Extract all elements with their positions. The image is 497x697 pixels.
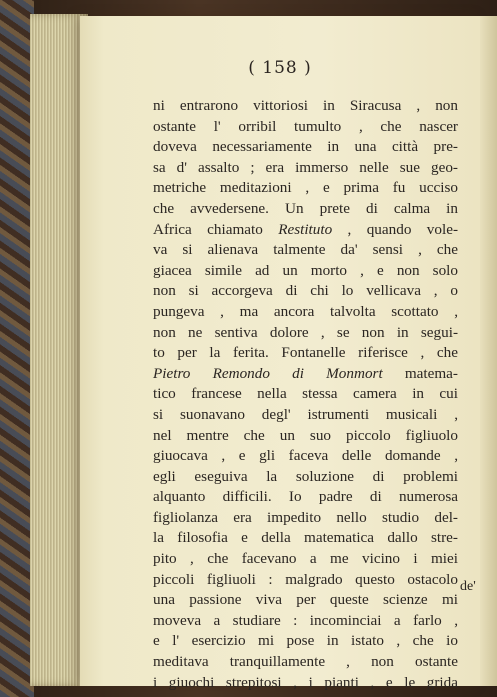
text-line: moveva a studiare : incominciai a farlo , bbox=[153, 611, 458, 629]
text-line: nel mentre che un suo piccolo figliuolo bbox=[153, 426, 458, 444]
text-line: una passione viva per queste scienze mi bbox=[153, 591, 458, 609]
text-line: pungeva , ma ancora talvolta scottato , bbox=[153, 302, 458, 320]
text-segment: , quando vole- bbox=[332, 220, 458, 238]
text-line: tico francese nella stessa camera in cui bbox=[153, 385, 458, 403]
body-text bbox=[153, 96, 458, 693]
text-line: giacea simile ad un morto , e non solo bbox=[153, 261, 458, 279]
marbled-cover bbox=[0, 0, 34, 697]
page-number: ( 158 ) bbox=[248, 58, 312, 78]
text-line: non si accorgeva di chi lo vellicava , o bbox=[153, 282, 458, 300]
text-line: egli eseguiva la soluzione di problemi bbox=[153, 467, 458, 485]
text-line: figliolanza era impedito nello studio del- bbox=[153, 508, 458, 526]
text-line: che avvedersene. Un prete di calma in bbox=[153, 199, 458, 217]
text-segment: Africa chiamato bbox=[153, 220, 279, 238]
text-line: non ne sentiva dolore , se non in segui- bbox=[153, 323, 458, 341]
text-line: si suonavano degl' istrumenti musicali , bbox=[153, 405, 458, 423]
text-line: meditava tranquillamente , non ostante bbox=[153, 653, 458, 671]
text-line: alquanto difficili. Io padre di numerosa bbox=[153, 488, 458, 506]
text-segment: matema- bbox=[382, 364, 458, 382]
text-line: la filosofia e della matematica dallo stre- bbox=[153, 529, 458, 547]
text-line: to per la ferita. Fontanelle riferisce , che bbox=[153, 344, 458, 362]
catchword: de' bbox=[460, 579, 476, 594]
book-page bbox=[80, 16, 480, 691]
text-line: doveva necessariamente in una città pre- bbox=[153, 138, 458, 156]
facing-page-edge bbox=[480, 16, 497, 686]
text-line: e l' esercizio mi pose in istato , che io bbox=[153, 632, 458, 650]
text-line: ostante l' orribil tumulto , che nascer bbox=[153, 117, 458, 135]
text-line: ni entrarono vittoriosi in Siracusa , non bbox=[153, 97, 458, 114]
text-line: metriche meditazioni , e prima fu ucciso bbox=[153, 179, 458, 197]
italic-name: Pietro Remondo di Monmort bbox=[153, 364, 383, 382]
text-line-with-italic bbox=[153, 220, 458, 241]
text-line-with-italic bbox=[153, 364, 458, 385]
text-line: sa d' assalto ; era immerso nelle sue geo- bbox=[153, 158, 458, 176]
text-line: va si alienava talmente da' sensi , che bbox=[153, 241, 458, 259]
italic-name: Restituto bbox=[278, 220, 333, 238]
text-line: piccoli figliuoli : malgrado questo ostacolo bbox=[153, 570, 458, 588]
text-line: i giuochi strepitosi , i pianti , e le grida bbox=[153, 673, 458, 691]
text-line: giuocava , e gli faceva delle domande , bbox=[153, 447, 458, 465]
text-line: pito , che facevano a me vicino i miei bbox=[153, 550, 458, 568]
